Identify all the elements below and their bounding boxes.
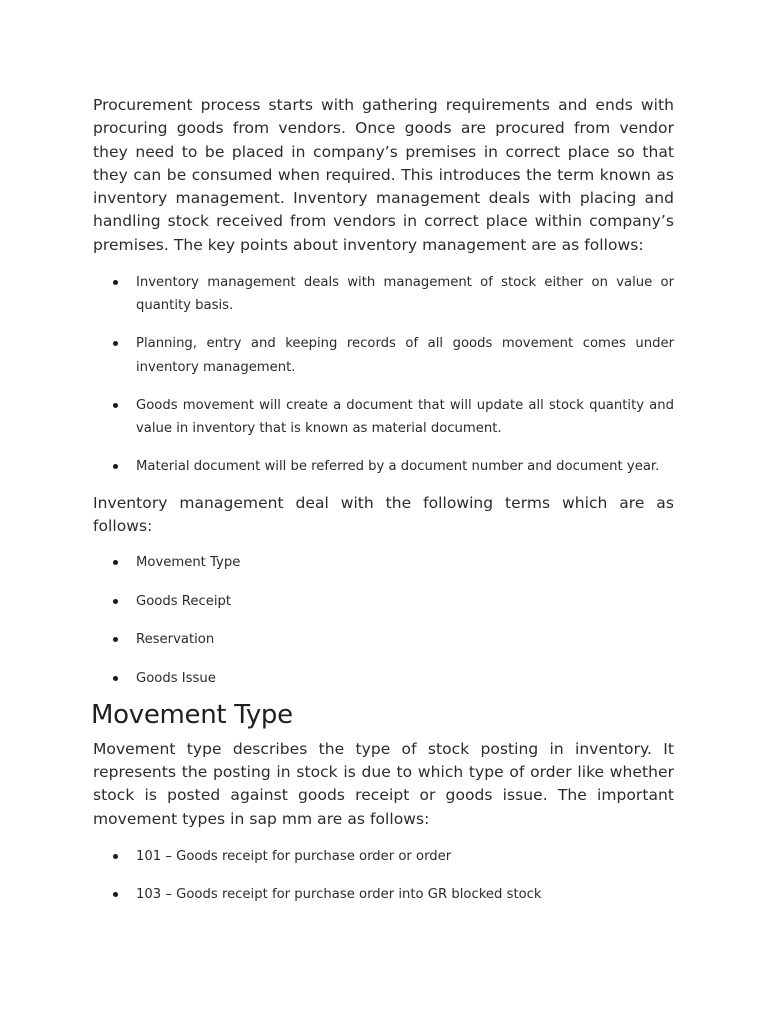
list-item bbox=[93, 271, 674, 317]
list-item bbox=[93, 845, 674, 868]
list-item-text: Goods Receipt bbox=[136, 593, 232, 609]
bullet-icon bbox=[113, 464, 118, 469]
movement-type-paragraph: Movement type describes the type of stock posting in inventory. It represents the posting in stock is due to which type of order like whether stock is posted against goods receipt or goods issue. The important movement types in sap mm are as follows: bbox=[93, 739, 674, 828]
list-item-text: Reservation bbox=[136, 632, 215, 648]
bullet-icon bbox=[113, 637, 118, 642]
list-item bbox=[93, 551, 674, 574]
list-item-text: Movement Type bbox=[136, 555, 241, 571]
bullet-icon bbox=[113, 854, 118, 859]
bullet-icon bbox=[113, 403, 118, 408]
bullet-icon bbox=[113, 341, 118, 346]
bullet-icon bbox=[113, 676, 118, 681]
list-item bbox=[93, 883, 674, 906]
list-item-text: Goods movement will create a document that will update all stock quantity and value in inventory that is known as material document. bbox=[136, 397, 674, 437]
key-points-list bbox=[93, 271, 674, 478]
list-item bbox=[93, 590, 674, 613]
bullet-icon bbox=[113, 560, 118, 565]
section-heading: Movement Type bbox=[91, 699, 293, 730]
bullet-icon bbox=[113, 892, 118, 897]
terms-intro-paragraph: Inventory management deal with the following terms which are as follows: bbox=[93, 493, 674, 535]
intro-paragraph: Procurement process starts with gathering requirements and ends with procuring goods from vendors. Once goods are procured from vendor they need to be placed in company’s premises in correct place so that they can be consumed when required. This introduces the term known as inventory management. Inventory management deals with placing and handling stock received from vendors in correct place within company’s premises. The key points about inventory management are as follows: bbox=[93, 96, 674, 254]
list-item-text: 103 – Goods receipt for purchase order into GR blocked stock bbox=[136, 887, 542, 903]
document-page bbox=[93, 94, 674, 921]
bullet-icon bbox=[113, 599, 118, 604]
terms-list bbox=[93, 551, 674, 690]
list-item bbox=[93, 667, 674, 690]
list-item bbox=[93, 628, 674, 651]
list-item-text: Planning, entry and keeping records of all goods movement comes under inventory management. bbox=[136, 336, 674, 375]
list-item-text: Goods Issue bbox=[136, 670, 216, 686]
bullet-icon bbox=[113, 280, 118, 285]
list-item bbox=[93, 455, 674, 478]
list-item-text: Material document will be referred by a document number and document year. bbox=[136, 459, 660, 475]
list-item bbox=[93, 332, 674, 378]
list-item bbox=[93, 394, 674, 440]
movement-types-list bbox=[93, 845, 674, 906]
list-item-text: 101 – Goods receipt for purchase order or order bbox=[136, 848, 452, 864]
list-item-text: Inventory management deals with management of stock either on value or quantity basis. bbox=[136, 275, 674, 314]
